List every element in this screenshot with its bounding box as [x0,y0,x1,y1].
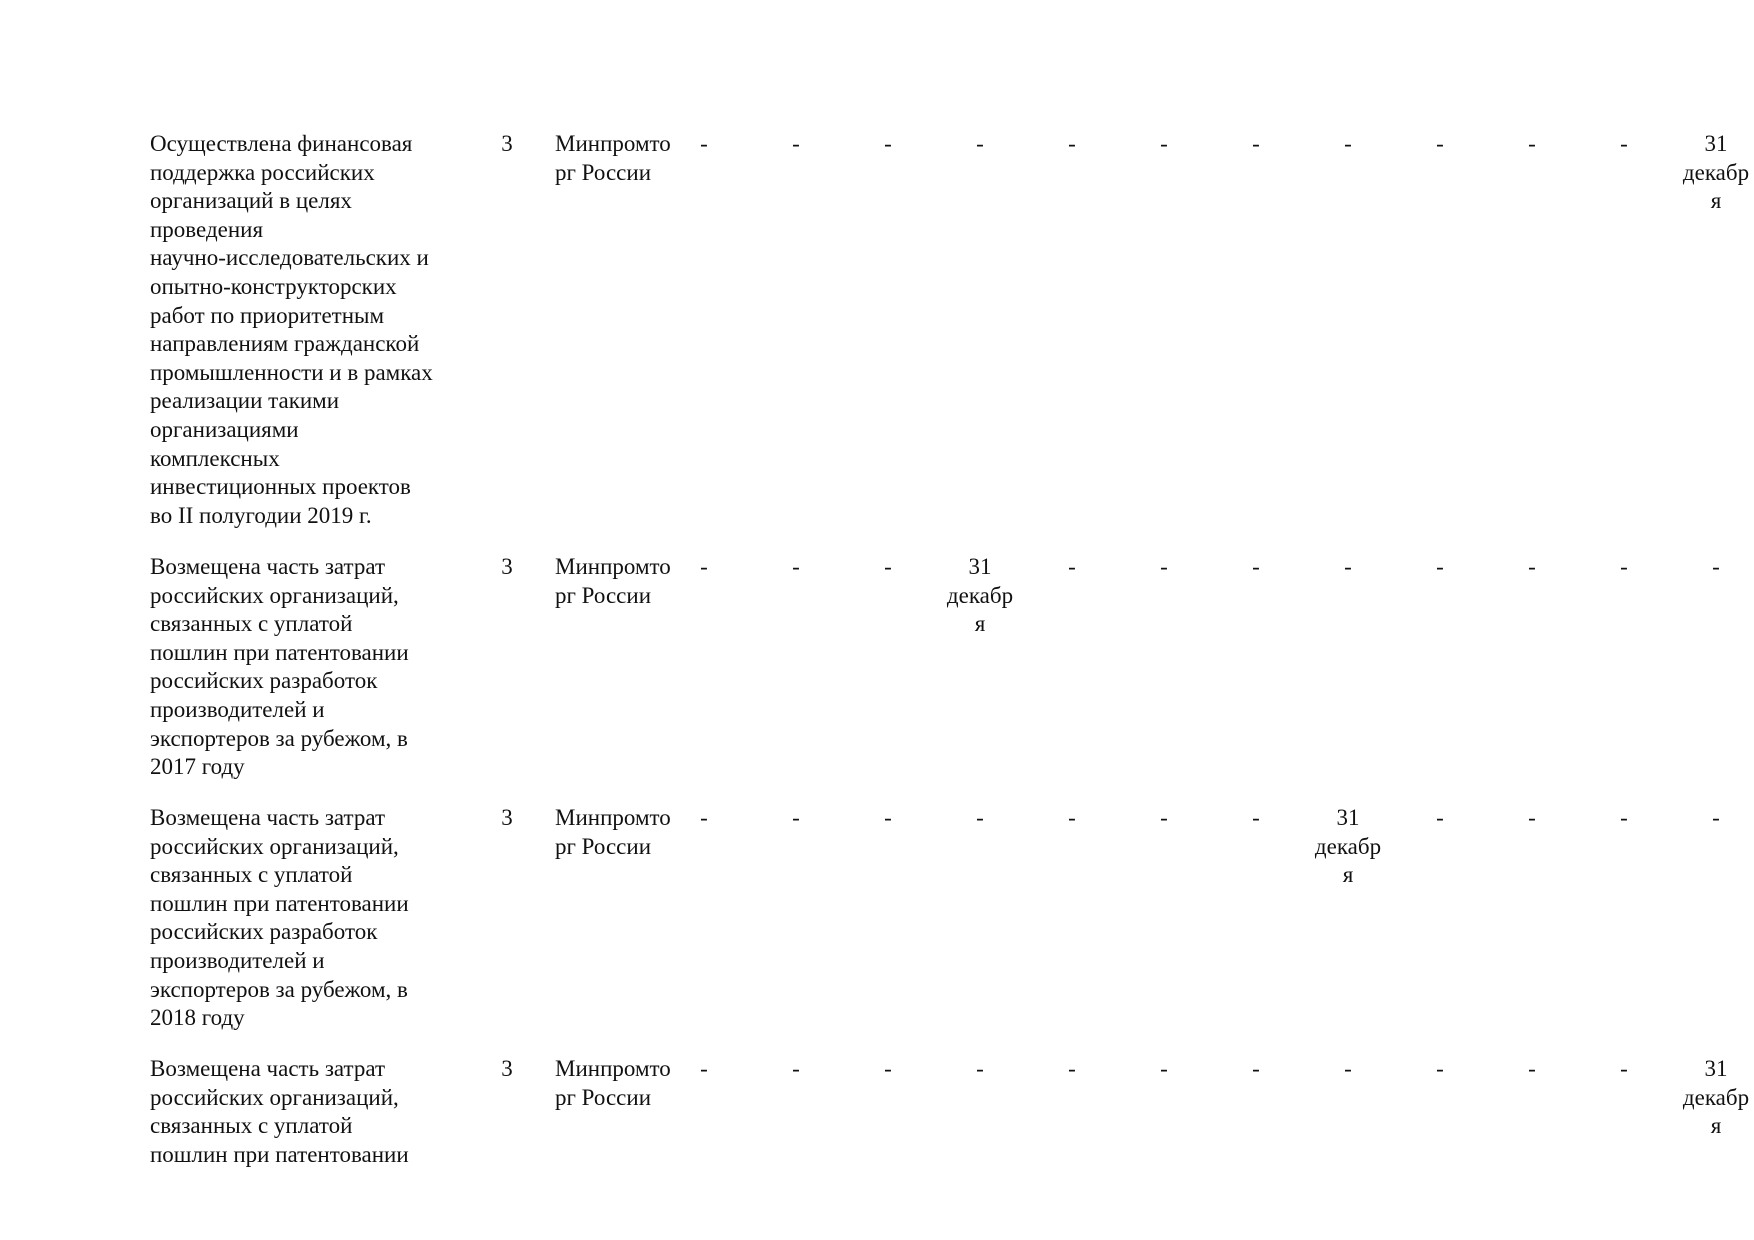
period-mark-line: - [976,131,984,156]
period-mark [940,1055,1020,1084]
period-mark [1216,1055,1296,1084]
description-line: экспортеров за рубежом, в [150,725,408,751]
period-mark [1216,553,1296,582]
event-description [150,804,470,1033]
period-mark [1308,553,1388,582]
event-description [150,553,470,782]
period-mark [1584,130,1664,159]
period-mark [1400,553,1480,582]
period-mark [1400,804,1480,833]
period-mark [1308,130,1388,159]
period-mark [1124,804,1204,833]
description-line: Возмещена часть затрат [150,554,386,579]
description-line: российских организаций, [150,1084,399,1110]
period-mark [1124,130,1204,159]
period-mark [848,1055,928,1084]
description-line: организациями [150,416,299,442]
description-line: организаций в целях [150,188,352,214]
period-mark-line: - [792,554,800,579]
period-mark-line: - [884,131,892,156]
description-line: 2018 году [150,1005,245,1031]
period-mark-line: - [700,1056,708,1081]
description-line: производителей и [150,947,325,973]
executor-line: рг России [555,833,652,859]
period-mark-line: - [1528,805,1536,830]
description-line: российских организаций, [150,833,399,859]
period-mark-line: - [792,131,800,156]
period-mark-line: - [1344,554,1352,579]
period-mark-line: декабр [1682,1084,1750,1110]
period-mark-line: - [700,554,708,579]
period-mark-line: - [1528,554,1536,579]
period-mark [848,130,928,159]
description-line: 2017 году [150,754,245,780]
period-mark [1584,804,1664,833]
period-mark-line: - [1528,1056,1536,1081]
period-mark [756,1055,836,1084]
description-line: Возмещена часть затрат [150,805,386,830]
period-mark-line: - [1620,131,1628,156]
event-description [150,130,470,530]
period-mark-line: - [1712,805,1720,830]
period-mark [664,1055,744,1084]
description-line: промышленности и в рамках [150,359,433,385]
period-mark [1124,1055,1204,1084]
executor-line: Минпромто [555,805,671,830]
executor-line: рг России [555,1084,652,1110]
period-mark-line: - [1160,1056,1168,1081]
description-line: производителей и [150,696,325,722]
executor-line: рг России [555,582,652,608]
period-mark [1400,130,1480,159]
period-mark [1308,1055,1388,1084]
period-mark-line: - [1344,131,1352,156]
period-mark [1032,1055,1112,1084]
period-mark-line: - [1160,131,1168,156]
period-mark-line: я [974,611,986,637]
period-mark-line: - [1712,554,1720,579]
event-level: 3 [501,805,513,830]
period-mark-line: - [1068,805,1076,830]
period-mark [1308,804,1388,890]
period-mark-line: декабр [1314,833,1382,859]
period-mark-line: - [1436,131,1444,156]
period-mark-line: - [884,805,892,830]
period-mark [940,553,1020,639]
description-line: поддержка российских [150,159,375,185]
period-mark-line: я [1342,862,1354,888]
description-line: российских разработок [150,668,378,694]
period-mark [1584,553,1664,582]
period-mark-line: декабр [946,582,1014,608]
description-line: экспортеров за рубежом, в [150,976,408,1002]
description-line: опытно-конструкторских [150,273,397,299]
period-mark [1492,1055,1572,1084]
period-mark-line: - [1252,805,1260,830]
period-mark [1492,804,1572,833]
period-mark [1216,130,1296,159]
description-line: российских разработок [150,919,378,945]
period-mark [1676,804,1754,833]
description-line: научно-исследовательских и [150,245,429,271]
period-mark [848,553,928,582]
description-line: Возмещена часть затрат [150,1056,386,1081]
period-mark [848,804,928,833]
description-line: реализации такими [150,388,340,414]
event-level: 3 [501,554,513,579]
description-line: российских организаций, [150,582,399,608]
description-line: во II полугодии 2019 г. [150,502,372,528]
period-mark-line: 31 [1704,131,1728,156]
executor-line: рг России [555,159,652,185]
period-mark-line: - [1068,554,1076,579]
period-mark [1492,553,1572,582]
period-mark [1400,1055,1480,1084]
period-mark-line: - [1252,1056,1260,1081]
period-mark-line: - [1620,805,1628,830]
period-mark-line: я [1710,1113,1722,1139]
period-mark-line: 31 [968,554,992,579]
period-mark-line: - [1252,131,1260,156]
period-mark-line: - [1620,554,1628,579]
period-mark-line: - [976,805,984,830]
event-description [150,1055,470,1169]
event-level: 3 [501,1056,513,1081]
period-mark-line: - [976,1056,984,1081]
period-mark [1216,804,1296,833]
period-mark [1492,130,1572,159]
period-mark-line: - [1528,131,1536,156]
period-mark [1124,553,1204,582]
period-mark [940,804,1020,833]
period-mark-line: - [1160,554,1168,579]
period-mark-line: - [1068,131,1076,156]
description-line: комплексных [150,445,280,471]
description-line: пошлин при патентовании [150,639,409,665]
description-line: проведения [150,216,264,242]
period-mark-line: - [1620,1056,1628,1081]
period-mark-line: - [1436,1056,1444,1081]
period-mark [1676,130,1754,216]
description-line: пошлин при патентовании [150,1141,409,1167]
period-mark-line: - [792,805,800,830]
event-level: 3 [501,131,513,156]
executor-line: Минпромто [555,1056,671,1081]
period-mark-line: - [1252,554,1260,579]
period-mark-line: декабр [1682,159,1750,185]
period-mark-line: - [1344,1056,1352,1081]
executor-line: Минпромто [555,131,671,156]
period-mark [664,130,744,159]
description-line: пошлин при патентовании [150,890,409,916]
executor-line: Минпромто [555,554,671,579]
period-mark [1676,553,1754,582]
period-mark-line: я [1710,188,1722,214]
period-mark [756,804,836,833]
period-mark-line: 31 [1336,805,1360,830]
period-mark-line: - [884,1056,892,1081]
period-mark [1584,1055,1664,1084]
period-mark-line: - [1436,554,1444,579]
period-mark [756,553,836,582]
period-mark-line: 31 [1704,1056,1728,1081]
period-mark [1032,804,1112,833]
period-mark [940,130,1020,159]
description-line: Осуществлена финансовая [150,131,413,156]
description-line: инвестиционных проектов [150,474,411,500]
period-mark-line: - [792,1056,800,1081]
period-mark-line: - [1436,805,1444,830]
period-mark [664,553,744,582]
description-line: направлениям гражданской [150,331,420,357]
period-mark [1032,130,1112,159]
period-mark-line: - [884,554,892,579]
period-mark [756,130,836,159]
description-line: связанных с уплатой [150,1113,353,1139]
period-mark-line: - [1068,1056,1076,1081]
description-line: связанных с уплатой [150,862,353,888]
period-mark [1676,1055,1754,1141]
period-mark-line: - [700,805,708,830]
description-line: связанных с уплатой [150,611,353,637]
period-mark [664,804,744,833]
period-mark [1032,553,1112,582]
period-mark-line: - [1160,805,1168,830]
description-line: работ по приоритетным [150,302,385,328]
period-mark-line: - [700,131,708,156]
